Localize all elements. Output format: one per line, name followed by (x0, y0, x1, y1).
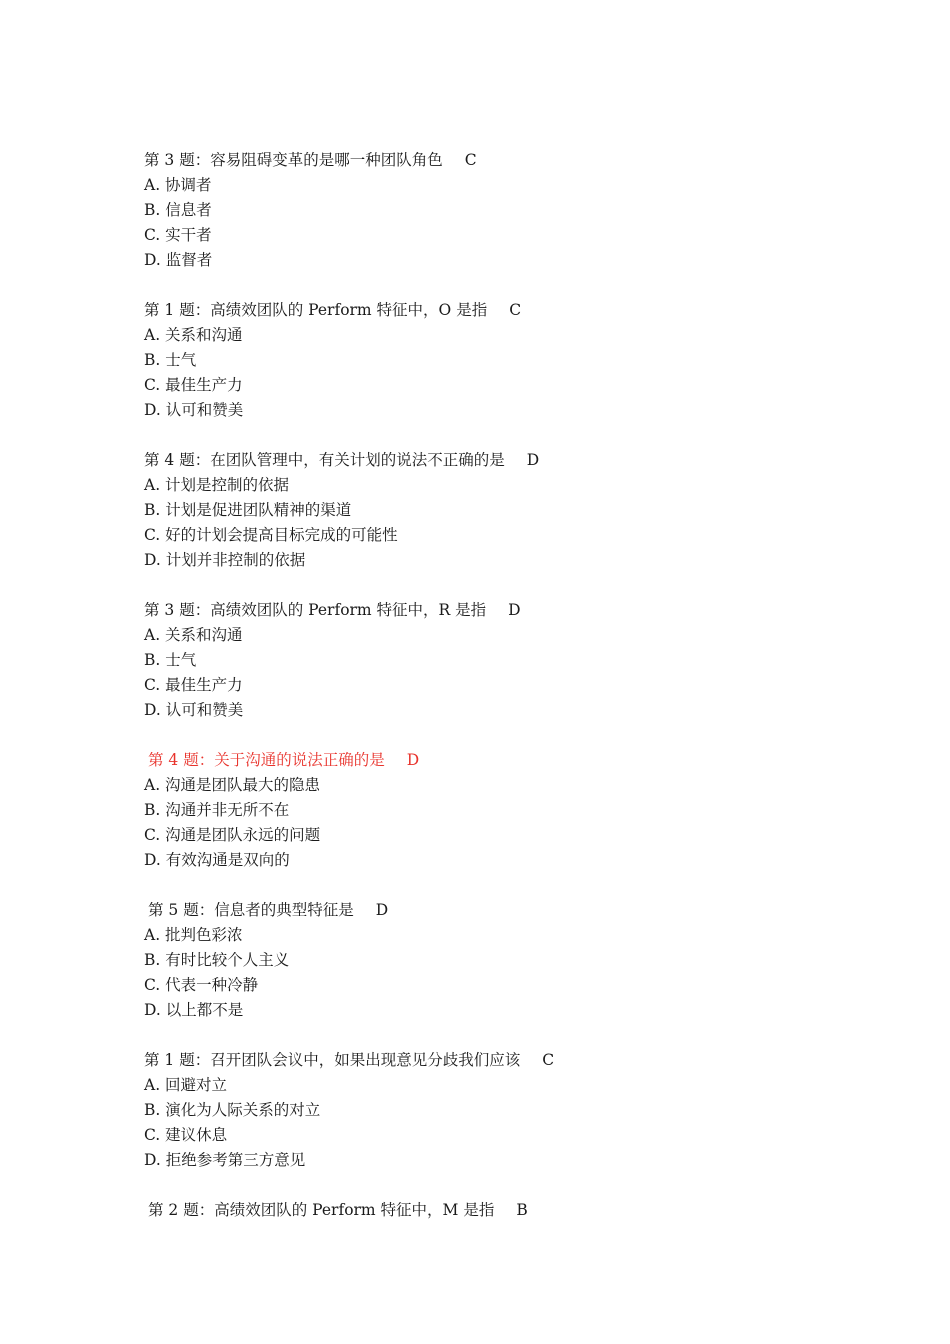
option-d: D. 认可和赞美 (144, 401, 244, 419)
option-a: A. 批判色彩浓 (144, 926, 243, 944)
option-c: C. 好的计划会提高目标完成的可能性 (144, 526, 398, 544)
question-block (144, 1048, 844, 1173)
question-answer: D (375, 901, 389, 919)
question-text: 第 3 题：容易阻碍变革的是哪一种团队角色 (144, 151, 443, 169)
question-text: 第 1 题：召开团队会议中，如果出现意见分歧我们应该 (144, 1051, 521, 1069)
option-b: B. 士气 (144, 351, 197, 369)
question-block (144, 748, 844, 873)
option-a: A. 协调者 (144, 176, 212, 194)
option-c: C. 最佳生产力 (144, 676, 243, 694)
option-d: D. 认可和赞美 (144, 701, 244, 719)
option-c: C. 代表一种冷静 (144, 976, 259, 994)
option-d: D. 计划并非控制的依据 (144, 551, 306, 569)
option-b: B. 士气 (144, 651, 197, 669)
option-d: D. 有效沟通是双向的 (144, 851, 290, 869)
question-block (144, 148, 844, 273)
question-answer: C (542, 1051, 555, 1069)
option-c: C. 实干者 (144, 226, 212, 244)
question-title (144, 448, 844, 473)
question-block (144, 1198, 844, 1223)
question-title (144, 1198, 844, 1223)
option-b: B. 演化为人际关系的对立 (144, 1101, 321, 1119)
option-d: D. 以上都不是 (144, 1001, 244, 1019)
option-a: A. 计划是控制的依据 (144, 476, 290, 494)
question-text: 第 3 题：高绩效团队的 Perform 特征中，R 是指 (144, 601, 487, 619)
option-a: A. 沟通是团队最大的隐患 (144, 776, 321, 794)
option-b: B. 计划是促进团队精神的渠道 (144, 501, 352, 519)
option-b: B. 沟通并非无所不在 (144, 801, 290, 819)
question-block (144, 448, 844, 573)
question-text: 第 4 题：关于沟通的说法正确的是 (148, 751, 385, 769)
option-a: A. 关系和沟通 (144, 626, 243, 644)
option-c: C. 沟通是团队永远的问题 (144, 826, 321, 844)
question-title (144, 298, 844, 323)
option-a: A. 回避对立 (144, 1076, 228, 1094)
option-d: D. 拒绝参考第三方意见 (144, 1151, 306, 1169)
question-title (144, 598, 844, 623)
question-block (144, 298, 844, 423)
question-answer: B (516, 1201, 528, 1219)
question-block (144, 598, 844, 723)
question-answer: D (406, 751, 420, 769)
question-answer: C (509, 301, 522, 319)
question-title (144, 148, 844, 173)
option-c: C. 最佳生产力 (144, 376, 243, 394)
option-a: A. 关系和沟通 (144, 326, 243, 344)
question-list (144, 148, 844, 1248)
question-title (144, 898, 844, 923)
question-title-highlighted (144, 748, 844, 773)
question-block (144, 898, 844, 1023)
question-answer: C (464, 151, 477, 169)
question-answer: D (526, 451, 540, 469)
question-text: 第 2 题：高绩效团队的 Perform 特征中，M 是指 (148, 1201, 495, 1219)
option-c: C. 建议休息 (144, 1126, 228, 1144)
question-answer: D (508, 601, 521, 619)
option-d: D. 监督者 (144, 251, 213, 269)
question-text: 第 1 题：高绩效团队的 Perform 特征中，O 是指 (144, 301, 488, 319)
option-b: B. 信息者 (144, 201, 212, 219)
option-b: B. 有时比较个人主义 (144, 951, 290, 969)
question-text: 第 5 题：信息者的典型特征是 (148, 901, 354, 919)
question-title (144, 1048, 844, 1073)
question-text: 第 4 题：在团队管理中，有关计划的说法不正确的是 (144, 451, 505, 469)
